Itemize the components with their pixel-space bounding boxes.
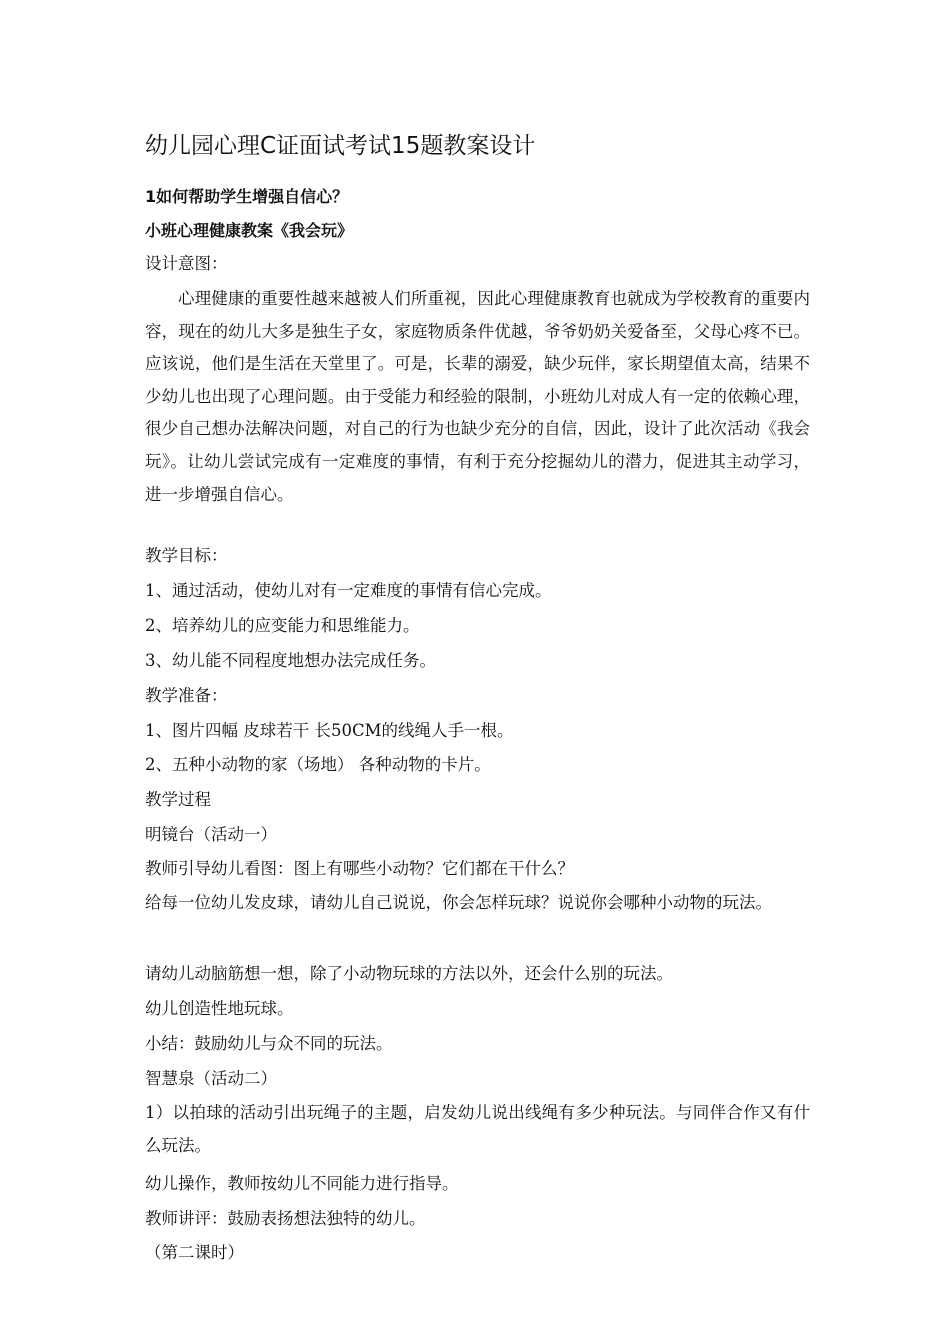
activity1-label: 明镜台（活动一） — [145, 825, 277, 844]
prep-label: 教学准备： — [145, 686, 228, 705]
document-title: 幼儿园心理C证面试考试15题教案设计 — [145, 133, 536, 159]
activity1-line: 教师引导幼儿看图：图上有哪些小动物？它们都在干什么？ — [145, 859, 574, 878]
design-intent-label: 设计意图： — [145, 254, 228, 273]
prep-item: 1、图片四幅 皮球若干 长50CM的线绳人手一根。 — [145, 721, 514, 740]
goals-label: 教学目标： — [145, 546, 228, 565]
process-label: 教学过程 — [145, 790, 211, 809]
prep-item: 2、五种小动物的家（场地） 各种动物的卡片。 — [145, 755, 491, 774]
activity1-line: 幼儿创造性地玩球。 — [145, 999, 294, 1018]
activity2-label: 智慧泉（活动二） — [145, 1069, 277, 1088]
lesson-title: 小班心理健康教案《我会玩》 — [145, 221, 354, 240]
goal-item: 3、幼儿能不同程度地想办法完成任务。 — [145, 651, 436, 670]
activity2-line: 幼儿操作，教师按幼儿不同能力进行指导。 — [145, 1174, 459, 1193]
activity1-line: 请幼儿动脑筋想一想，除了小动物玩球的方法以外，还会什么别的玩法。 — [145, 964, 673, 983]
goal-item: 1、通过活动，使幼儿对有一定难度的事情有信心完成。 — [145, 581, 552, 600]
lesson2-label: （第二课时） — [145, 1243, 244, 1262]
activity2-line: 教师讲评：鼓励表扬想法独特的幼儿。 — [145, 1209, 426, 1228]
activity2-line: 1）以拍球的活动引出玩绳子的主题，启发幼儿说出线绳有多少种玩法。与同伴合作又有什么玩法。 — [145, 1103, 810, 1155]
design-intent-paragraph: 心理健康的重要性越来越被人们所重视，因此心理健康教育也就成为学校教育的重要内容，现在的幼儿大多是独生子女，家庭物质条件优越，爷爷奶奶关爱备至，父母心疼不已。应该说，他们是生活在天堂里了。可是，长辈的溺爱，缺少玩伴，家长期望值太高，结果不少幼儿也出现了心理问题。由于受能力和经验的限制，小班幼儿对成人有一定的依赖心理，很少自己想办法解决问题，对自己的行为也缺少充分的自信，因此，设计了此次活动《我会玩》。让幼儿尝试完成有一定难度的事情，有利于充分挖掘幼儿的潜力，促进其主动学习，进一步增强自信心。 — [145, 289, 810, 504]
activity1-line: 给每一位幼儿发皮球，请幼儿自己说说，你会怎样玩球？说说你会哪种小动物的玩法。 — [145, 893, 772, 912]
goal-item: 2、培养幼儿的应变能力和思维能力。 — [145, 616, 420, 635]
question-heading: 1如何帮助学生增强自信心？ — [145, 187, 349, 206]
activity1-summary: 小结：鼓励幼儿与众不同的玩法。 — [145, 1034, 393, 1053]
